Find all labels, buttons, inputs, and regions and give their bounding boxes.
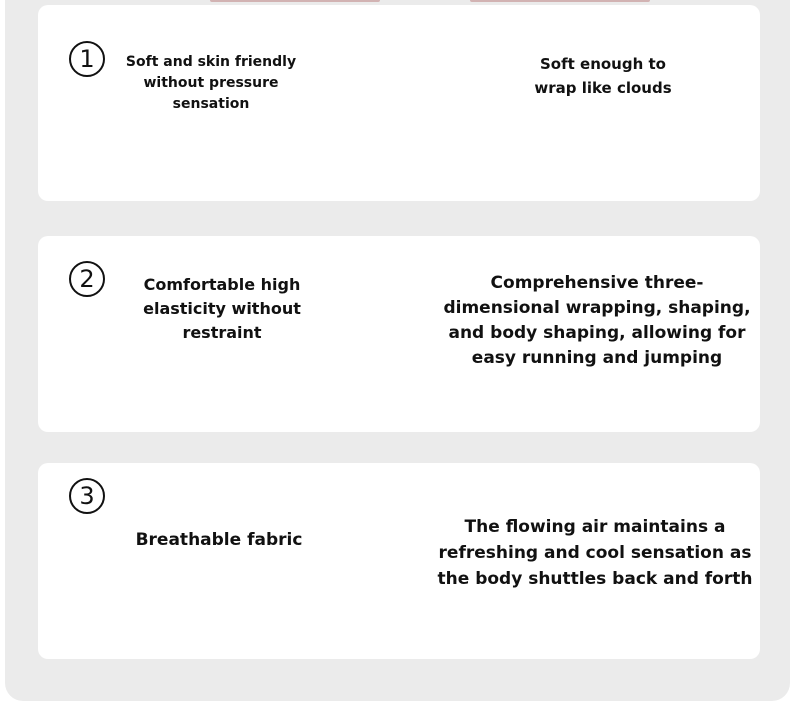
feature-3-description	[434, 514, 756, 592]
feature-card-1	[38, 5, 760, 201]
feature-card-2	[38, 236, 760, 432]
feature-3-description-line-1: The flowing air maintains a	[464, 517, 726, 537]
feature-3-title-line-1: Breathable fabric	[135, 530, 303, 550]
feature-2-title	[110, 273, 334, 345]
feature-1-description	[453, 52, 753, 100]
feature-2-description-line-3: and body shaping, allowing for	[448, 323, 746, 343]
feature-2-title-line-2: elasticity without restraint	[143, 299, 301, 342]
number-badge-1: 1	[69, 41, 105, 77]
feature-2-description-line-1: Comprehensive three-	[490, 273, 704, 293]
feature-3-description-line-3: the body shuttles back and forth	[437, 569, 753, 589]
feature-2-description-line-4: easy running and jumping	[471, 348, 723, 368]
feature-2-title-line-1: Comfortable high	[143, 275, 301, 294]
feature-1-title-line-2: without pressure sensation	[143, 75, 279, 112]
number-badge-3: 3	[69, 478, 105, 514]
top-image-edge-left	[210, 0, 380, 2]
feature-1-description-line-1: Soft enough to	[540, 55, 666, 73]
feature-1-description-line-2: wrap like clouds	[534, 79, 672, 97]
feature-2-description	[438, 271, 756, 371]
feature-card-3	[38, 463, 760, 659]
feature-1-title	[108, 52, 314, 115]
top-image-edge-right	[470, 0, 650, 2]
feature-1-title-line-1: Soft and skin friendly	[125, 54, 297, 70]
number-badge-2: 2	[69, 261, 105, 297]
feature-3-description-line-2: refreshing and cool sensation as	[438, 543, 752, 563]
feature-2-description-line-2: dimensional wrapping, shaping,	[443, 298, 751, 318]
feature-3-title	[126, 528, 312, 553]
